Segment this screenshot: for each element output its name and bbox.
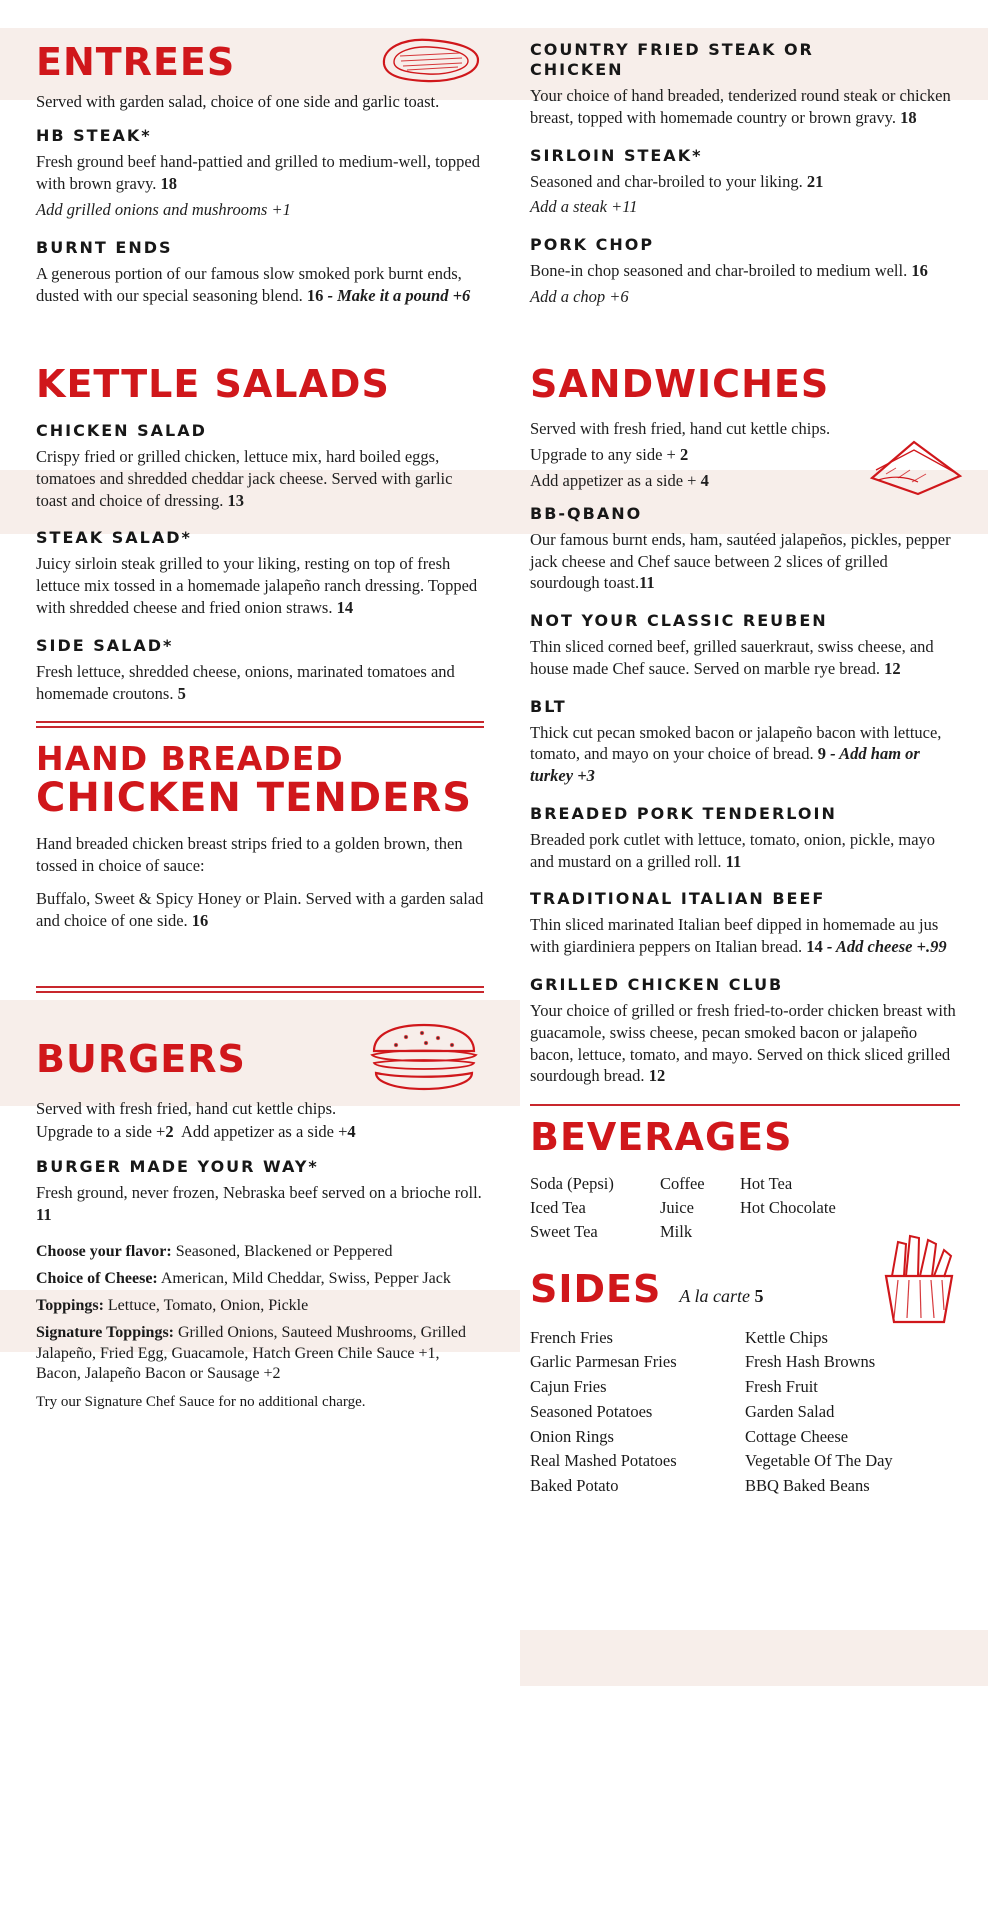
list-item: Garden Salad xyxy=(745,1401,835,1421)
list-item: Fresh Fruit xyxy=(745,1377,818,1397)
tenders-title-line2: CHICKEN TENDERS xyxy=(36,774,473,821)
sides-banner xyxy=(520,1630,988,1686)
item-price: 12 xyxy=(648,1066,666,1086)
item-name: CHICKEN SALAD xyxy=(36,421,207,441)
burger-icon xyxy=(364,1021,484,1098)
item-extra: Add grilled onions and mushrooms +1 xyxy=(36,199,291,219)
option-value: Grilled Onions, Sauteed Mushrooms, Grilled Jalapeño, Fried Egg, Guacamole, Hatch Green Chile Sauce +1, Bacon, Jalapeño Bacon or Sausage +2 xyxy=(36,1323,466,1383)
item-desc: Thick cut pecan smoked bacon or jalapeño bacon with lettuce, tomato, and mayo on your choice of bread. 9 - Add ham or turkey +3 xyxy=(530,722,942,786)
item-price: 16 xyxy=(306,285,324,305)
list-item: Baked Potato xyxy=(530,1476,619,1496)
item-desc: Thin sliced marinated Italian beef dipped in homemade au jus with giardiniera peppers on Italian bread. 14 - Add cheese +.99 xyxy=(530,915,947,957)
item-name: BREADED PORK TENDERLOIN xyxy=(530,803,837,823)
item-name: BURNT ENDS xyxy=(36,237,173,257)
option-label: Choice of Cheese: xyxy=(36,1270,158,1288)
item-price: 9 xyxy=(817,744,826,764)
item-name: TRADITIONAL ITALIAN BEEF xyxy=(530,889,826,909)
tenders-price: 16 xyxy=(191,911,209,931)
burger-option xyxy=(36,1242,484,1263)
list-item: French Fries xyxy=(530,1327,613,1347)
item-name: STEAK SALAD* xyxy=(36,528,192,548)
steak-icon xyxy=(374,34,484,91)
item-desc: Fresh ground beef hand-pattied and grilled to medium-well, topped with brown gravy. 18 xyxy=(36,152,481,194)
item-desc: Your choice of grilled or fresh fried-to-order chicken breast with guacamole, swiss cheese, pecan smoked bacon or jalapeño bacon, lettuce, tomato, and mayo. Served on thick sliced grilled sourdough bread. 12 xyxy=(530,1000,956,1086)
sides-col-1 xyxy=(530,1326,745,1499)
item-desc: Breaded pork cutlet with lettuce, tomato, onion, pickle, mayo and mustard on a grilled roll. 11 xyxy=(530,829,936,871)
item-name: GRILLED CHICKEN CLUB xyxy=(530,974,784,994)
burger-option xyxy=(36,1323,484,1385)
item-desc: Seasoned and char-broiled to your liking. 21 xyxy=(530,171,824,191)
sides-title: SIDES xyxy=(530,1266,662,1311)
option-label: Signature Toppings: xyxy=(36,1323,174,1341)
item-price: 21 xyxy=(806,171,824,191)
item-extra: Add a steak +11 xyxy=(530,197,638,217)
item-name: BURGER MADE YOUR WAY* xyxy=(36,1156,319,1176)
menu-item xyxy=(530,697,960,787)
divider xyxy=(36,986,484,993)
menu-item xyxy=(530,975,960,1087)
option-label: Choose your flavor: xyxy=(36,1243,172,1261)
item-desc: Thin sliced corned beef, grilled sauerkraut, swiss cheese, and house made Chef sauce. Served on marble rye bread. 12 xyxy=(530,637,934,678)
menu-item xyxy=(530,146,960,219)
menu-item xyxy=(530,611,960,680)
list-item: BBQ Baked Beans xyxy=(745,1476,870,1496)
item-name: BLT xyxy=(530,696,567,716)
item-desc: Fresh lettuce, shredded cheese, onions, marinated tomatoes and homemade croutons. 5 xyxy=(36,661,455,703)
item-desc: Bone-in chop seasoned and char-broiled to medium well. 16 xyxy=(530,261,928,281)
list-item: Soda (Pepsi) xyxy=(530,1173,614,1193)
list-item: Real Mashed Potatoes xyxy=(530,1451,677,1471)
item-price: 13 xyxy=(227,490,245,510)
list-item: Milk xyxy=(660,1221,693,1241)
fries-icon xyxy=(876,1230,962,1331)
item-desc: Fresh ground, never frozen, Nebraska beef served on a brioche roll. 11 xyxy=(36,1182,482,1224)
item-name: HB STEAK* xyxy=(36,126,152,146)
burgers-lead1: Served with fresh fried, hand cut kettle chips. xyxy=(36,1098,337,1118)
item-extra: - Add cheese +.99 xyxy=(826,937,947,957)
burger-option xyxy=(36,1296,484,1317)
tenders-title-line1: HAND BREADED xyxy=(36,739,344,779)
menu-item xyxy=(36,528,484,618)
burgers-title: BURGERS xyxy=(36,1036,246,1081)
list-item: Onion Rings xyxy=(530,1426,614,1446)
item-price: 12 xyxy=(884,658,901,678)
item-name: SIRLOIN STEAK* xyxy=(530,145,703,165)
item-price: 11 xyxy=(639,573,655,593)
sides-col-2 xyxy=(745,1326,960,1499)
option-value: American, Mild Cheddar, Swiss, Pepper Jack xyxy=(160,1270,451,1288)
burgers-header xyxy=(36,1021,484,1098)
burgers-lead2: Upgrade to a side +2 Add appetizer as a side +4 xyxy=(36,1122,356,1142)
item-extra: - Add ham or turkey +3 xyxy=(530,744,920,786)
entrees-lead: Served with garden salad, choice of one side and garlic toast. xyxy=(36,92,440,111)
menu-item xyxy=(530,40,960,129)
sides-price: 5 xyxy=(754,1285,764,1306)
menu-item xyxy=(530,889,960,958)
list-item: Sweet Tea xyxy=(530,1221,598,1241)
beverages-title: BEVERAGES xyxy=(530,1115,793,1160)
item-price: 16 xyxy=(911,261,928,281)
list-item: Juice xyxy=(660,1197,694,1217)
sides-list xyxy=(530,1326,960,1499)
menu-item xyxy=(530,804,960,873)
list-item: Coffee xyxy=(660,1173,705,1193)
menu-item xyxy=(36,421,484,511)
sandwiches-lead2: Upgrade to any side + 2 xyxy=(530,445,689,465)
sandwiches-lead1: Served with fresh fried, hand cut kettle chips. xyxy=(530,419,831,439)
kettle-salads-title: KETTLE SALADS xyxy=(36,362,390,407)
item-desc: Your choice of hand breaded, tenderized round steak or chicken breast, topped with homemade country or brown gravy. 18 xyxy=(530,86,951,127)
menu-item xyxy=(530,235,960,308)
item-desc: Our famous burnt ends, ham, sautéed jalapeños, pickles, pepper jack cheese and Chef sauce between 2 slices of grilled sourdough toast.11 xyxy=(530,529,951,593)
list-item: Garlic Parmesan Fries xyxy=(530,1352,677,1372)
list-item: Vegetable Of The Day xyxy=(745,1451,893,1471)
list-item: Fresh Hash Browns xyxy=(745,1352,876,1372)
item-extra: Add a chop +6 xyxy=(530,286,629,306)
list-item: Cajun Fries xyxy=(530,1377,607,1397)
divider xyxy=(36,721,484,728)
entrees-title: ENTREES xyxy=(36,39,236,84)
tenders-desc: Hand breaded chicken breast strips fried to a golden brown, then tossed in choice of sauce: xyxy=(36,833,463,875)
list-item: Seasoned Potatoes xyxy=(530,1401,653,1421)
item-name: SIDE SALAD* xyxy=(36,635,174,655)
tenders-sauces: Buffalo, Sweet & Spicy Honey or Plain. Served with a garden salad and choice of one side. 16 xyxy=(36,889,484,931)
item-desc: Juicy sirloin steak grilled to your liking, resting on top of fresh lettuce mix tossed in a homemade jalapeño ranch dressing. Topped with shredded cheese and fried onion straws. 14 xyxy=(36,554,478,617)
menu-item xyxy=(36,126,484,220)
menu-item xyxy=(36,1157,484,1226)
item-price: 11 xyxy=(725,851,742,871)
divider xyxy=(530,1104,960,1106)
sides-subtitle: A la carte 5 xyxy=(679,1285,764,1306)
burger-option xyxy=(36,1269,484,1290)
menu-item xyxy=(36,238,484,307)
list-item: Iced Tea xyxy=(530,1197,586,1217)
item-desc: A generous portion of our famous slow smoked pork burnt ends, dusted with our special seasoning blend. 16 - Make it a pound +6 xyxy=(36,263,471,305)
beverages-col-1 xyxy=(530,1172,650,1244)
menu-item xyxy=(530,504,960,594)
menu-item xyxy=(36,636,484,705)
item-price: 18 xyxy=(900,107,917,127)
left-column xyxy=(0,0,520,1419)
item-price: 14 xyxy=(336,597,354,617)
option-value: Seasoned, Blackened or Peppered xyxy=(175,1243,393,1261)
list-item: Cottage Cheese xyxy=(745,1426,849,1446)
item-price: 14 xyxy=(806,937,823,957)
entrees-header xyxy=(36,34,484,91)
sandwich-icon xyxy=(866,436,966,503)
sandwiches-lead3: Add appetizer as a side + 4 xyxy=(530,471,709,491)
beverages-col-2 xyxy=(660,1172,730,1244)
right-column xyxy=(520,0,988,1499)
list-item: Kettle Chips xyxy=(745,1327,828,1347)
sandwiches-title: SANDWICHES xyxy=(530,361,830,406)
burgers-footnote: Try our Signature Chef Sauce for no additional charge. xyxy=(36,1394,366,1411)
list-item: Hot Tea xyxy=(740,1173,793,1193)
item-name: BB-QBANO xyxy=(530,503,643,523)
item-desc: Crispy fried or grilled chicken, lettuce mix, hard boiled eggs, tomatoes and shredded cheddar jack cheese. Served with garlic toast and choice of dressing. 13 xyxy=(36,447,453,510)
item-name: NOT YOUR CLASSIC REUBEN xyxy=(530,611,828,631)
item-name: COUNTRY FRIED STEAK OR CHICKEN xyxy=(530,40,814,79)
item-price: 11 xyxy=(36,1204,52,1224)
list-item: Hot Chocolate xyxy=(740,1197,836,1217)
option-label: Toppings: xyxy=(36,1296,104,1314)
item-price: 5 xyxy=(177,683,186,703)
item-name: PORK CHOP xyxy=(530,235,655,255)
item-extra: - Make it a pound +6 xyxy=(327,285,471,305)
item-price: 18 xyxy=(160,174,177,194)
option-value: Lettuce, Tomato, Onion, Pickle xyxy=(107,1296,309,1314)
